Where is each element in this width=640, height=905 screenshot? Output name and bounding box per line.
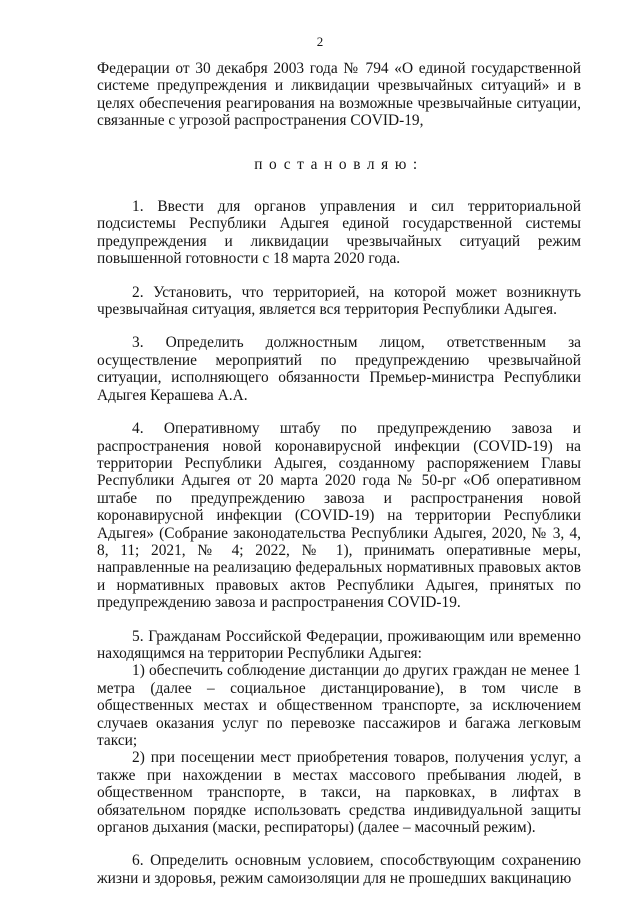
decree-heading: постановляю: [254, 155, 424, 173]
document-body [97, 60, 581, 887]
item-2-paragraph: 2. Установить, что территорией, на которой может возникнуть чрезвычайная ситуация, является вся территория Республики Адыгея. [97, 283, 581, 319]
item-5-subitem-2: 2) при посещении мест приобретения товаров, получения услуг, а также при нахождении в местах массового пребывания людей, в общественном транспорте, в такси, на парковках, в лифтах в обязательном порядке использовать средства индивидуальной защиты органов дыхания (маски, респираторы) (далее – масочный режим). [97, 749, 581, 837]
page-number: 2 [316, 34, 324, 49]
intro-paragraph: Федерации от 30 декабря 2003 года № 794 «О единой государственной системе предупреждения и ликвидации чрезвычайных ситуаций» и в целях обеспечения реагирования на возможные чрезвычайные ситуации, связанные с угрозой распространения COVID-19, [97, 60, 581, 130]
item-5-paragraph: 5. Гражданам Российской Федерации, проживающим или временно находящимся на территории Республики Адыгея: [97, 627, 581, 662]
item-5-subitem-1: 1) обеспечить соблюдение дистанции до других граждан не менее 1 метра (далее – социальное дистанцирование), в том числе в общественных местах и общественном транспорте, за исключением случаев оказания услуг по перевозке пассажиров и багажа легковым такси; [97, 662, 581, 749]
item-1-paragraph: 1. Ввести для органов управления и сил территориальной подсистемы Республики Адыгея единой государственной системы предупреждения и ликвидации чрезвычайных ситуаций режим повышенной готовности с 18 марта 2020 года. [97, 198, 581, 268]
item-4-paragraph: 4. Оперативному штабу по предупреждению завоза и распространения новой коронавирусной инфекции (COVID-19) на территории Республики Адыгея, созданному распоряжением Главы Республики Адыгея от 20 марта 2020 года № 50-рг «Об оперативном штабе по предупреждению завоза и распространения новой коронавирусной инфекции (COVID-19) на территории Республики Адыгея» (Собрание законодательства Республики Адыгея, 2020, № 3, 4, 8, 11; 2021, № 4; 2022, № 1), принимать оперативные меры, направленные на реализацию федеральных нормативных правовых актов и нормативных правовых актов Республики Адыгея, принятых по предупреждению завоза и распространения COVID-19. [97, 420, 581, 612]
item-6-paragraph: 6. Определить основным условием, способствующим сохранению жизни и здоровья, режим самоизоляции для не прошедших вакцинацию [97, 852, 581, 887]
item-3-paragraph: 3. Определить должностным лицом, ответственным за осуществление мероприятий по предупреждению чрезвычайной ситуации, исполняющего обязанности Премьер-министра Республики Адыгея Керашева А.А. [97, 334, 581, 404]
